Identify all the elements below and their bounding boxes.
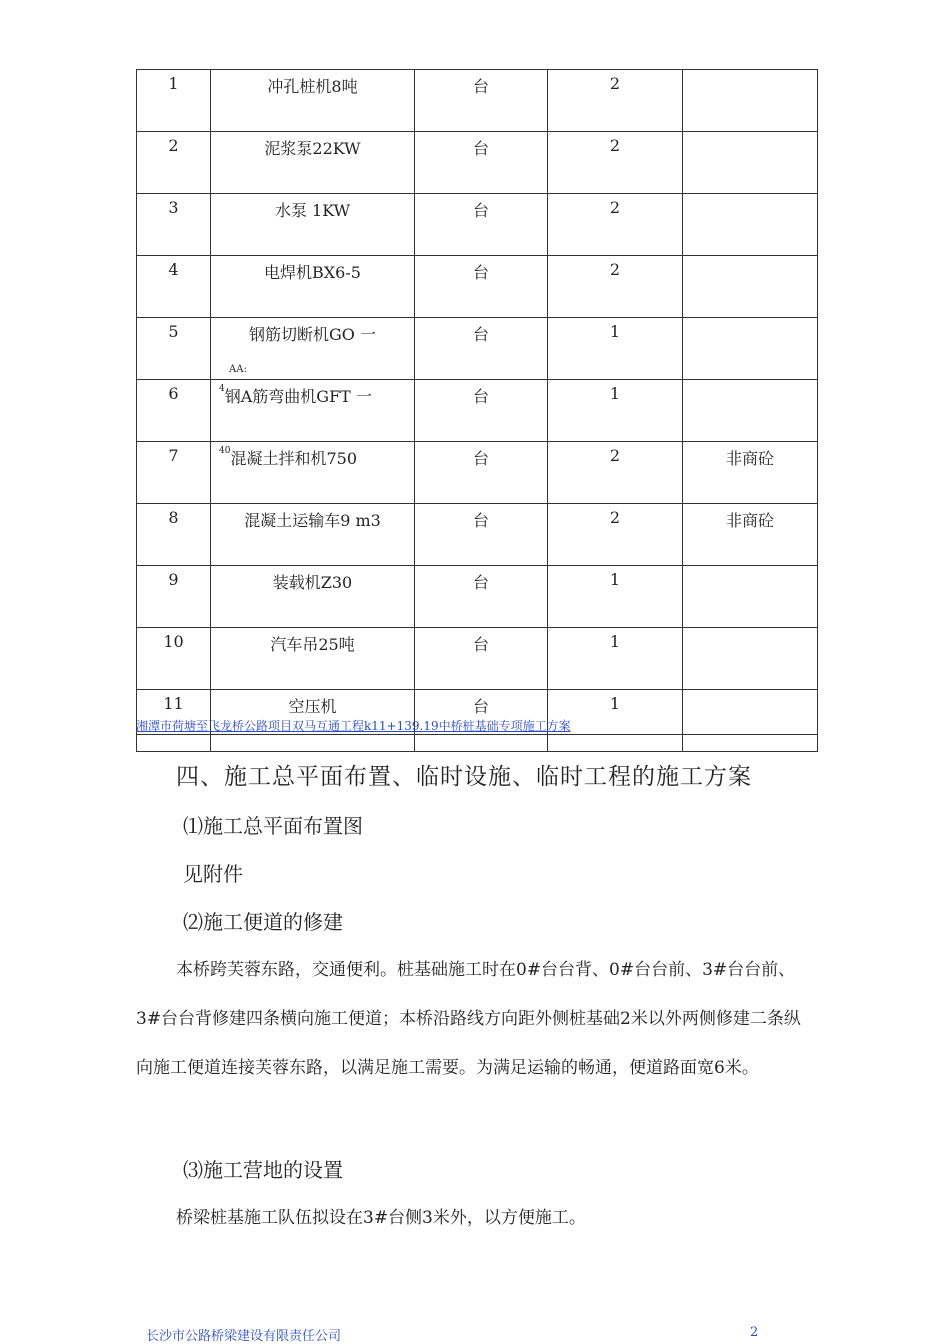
cell-name: 汽车吊25吨 — [211, 628, 415, 690]
subheading-access-road: ⑵施工便道的修建 — [183, 910, 343, 934]
cell-qty: 1 — [548, 690, 683, 752]
see-attachment-text: 见附件 — [183, 862, 243, 886]
cell-qty: 2 — [548, 132, 683, 194]
cell-qty: 2 — [548, 504, 683, 566]
cell-unit: 台 — [415, 504, 548, 566]
camp-paragraph — [136, 1194, 817, 1243]
table-row — [137, 256, 818, 318]
cell-name: 电焊机BX6-5 — [211, 256, 415, 318]
section-title: 四、施工总平面布置、临时设施、临时工程的施工方案 — [176, 764, 752, 790]
cell-note — [683, 132, 818, 194]
cell-note — [683, 70, 818, 132]
cell-qty: 1 — [548, 380, 683, 442]
cell-no: 1 — [137, 70, 211, 132]
table-row — [137, 504, 818, 566]
cell-unit: 台 — [415, 380, 548, 442]
cell-note — [683, 256, 818, 318]
table-row — [137, 380, 818, 442]
cell-name: 冲孔桩机8吨 — [211, 70, 415, 132]
cell-unit: 台 — [415, 132, 548, 194]
subheading-layout-plan: ⑴施工总平面布置图 — [183, 814, 363, 838]
cell-no: 7 — [137, 442, 211, 504]
cell-unit: 台 — [415, 194, 548, 256]
table-row — [137, 442, 818, 504]
subheading-camp: ⑶施工营地的设置 — [183, 1158, 343, 1182]
access-road-text: 本桥跨芙蓉东路，交通便利。桩基础施工时在0#台台背、0#台台前、3#台台前、3#台台背修建四条横向施工便道；本桥沿路线方向距外侧桩基础2米以外两侧修建二条纵向施工便道连接芙蓉东路，以满足施工需要。为满足运输的畅通，便道路面宽6米。 — [136, 960, 801, 1078]
cell-unit: 台 — [415, 318, 548, 380]
cell-note — [683, 628, 818, 690]
cell-unit: 台 — [415, 70, 548, 132]
cell-no: 10 — [137, 628, 211, 690]
cell-note — [683, 566, 818, 628]
cell-qty: 2 — [548, 442, 683, 504]
cell-note — [683, 194, 818, 256]
table-row — [137, 70, 818, 132]
table-row — [137, 566, 818, 628]
running-header[interactable]: 湘潭市荷塘至飞龙桥公路项目双马互通工程k11+139.19中桥桩基础专项施工方案 — [136, 719, 571, 733]
cell-qty: 2 — [548, 256, 683, 318]
row6-prefix: 4 — [219, 384, 225, 394]
equipment-table — [136, 69, 818, 752]
cell-name: 空压机 — [211, 690, 415, 752]
cell-no: 5 — [137, 318, 211, 380]
row6-mark: AA: — [229, 364, 247, 375]
cell-no: 8 — [137, 504, 211, 566]
cell-qty: 1 — [548, 628, 683, 690]
cell-note — [683, 380, 818, 442]
access-road-paragraph — [136, 946, 817, 1093]
camp-text: 桥梁桩基施工队伍拟设在3#台侧3米外，以方便施工。 — [176, 1208, 586, 1228]
cell-name: $^4$钢A筋弯曲机GFT 一 AA: — [211, 380, 415, 442]
cell-unit: 台 — [415, 256, 548, 318]
cell-qty: 1 — [548, 318, 683, 380]
cell-name: 钢筋切断机GO 一 — [211, 318, 415, 380]
cell-note: 非商砼 — [683, 504, 818, 566]
cell-unit: 台 — [415, 690, 548, 752]
header-rule — [136, 734, 817, 735]
footer-page-number: 2 — [750, 1325, 759, 1340]
cell-note: 非商砼 — [683, 442, 818, 504]
row7-prefix: 40 — [219, 446, 231, 456]
cell-note — [683, 318, 818, 380]
cell-no: 6 — [137, 380, 211, 442]
cell-unit: 台 — [415, 628, 548, 690]
cell-no: 11 — [137, 690, 211, 752]
cell-no: 3 — [137, 194, 211, 256]
cell-qty: 2 — [548, 194, 683, 256]
cell-name: 水泵 1KW — [211, 194, 415, 256]
cell-qty: 1 — [548, 566, 683, 628]
cell-name: 装载机Z30 — [211, 566, 415, 628]
table-row — [137, 194, 818, 256]
footer-company[interactable]: 长沙市公路桥梁建设有限责任公司 — [146, 1329, 342, 1344]
cell-note — [683, 690, 818, 752]
cell-qty: 2 — [548, 70, 683, 132]
cell-name: 泥浆泵22KW — [211, 132, 415, 194]
cell-name: $^{40}$混凝土拌和机750 — [211, 442, 415, 504]
cell-no: 9 — [137, 566, 211, 628]
cell-unit: 台 — [415, 566, 548, 628]
cell-name: 混凝土运输车9 m3 — [211, 504, 415, 566]
table-row — [137, 628, 818, 690]
cell-no: 2 — [137, 132, 211, 194]
cell-unit: 台 — [415, 442, 548, 504]
cell-no: 4 — [137, 256, 211, 318]
table-row — [137, 132, 818, 194]
